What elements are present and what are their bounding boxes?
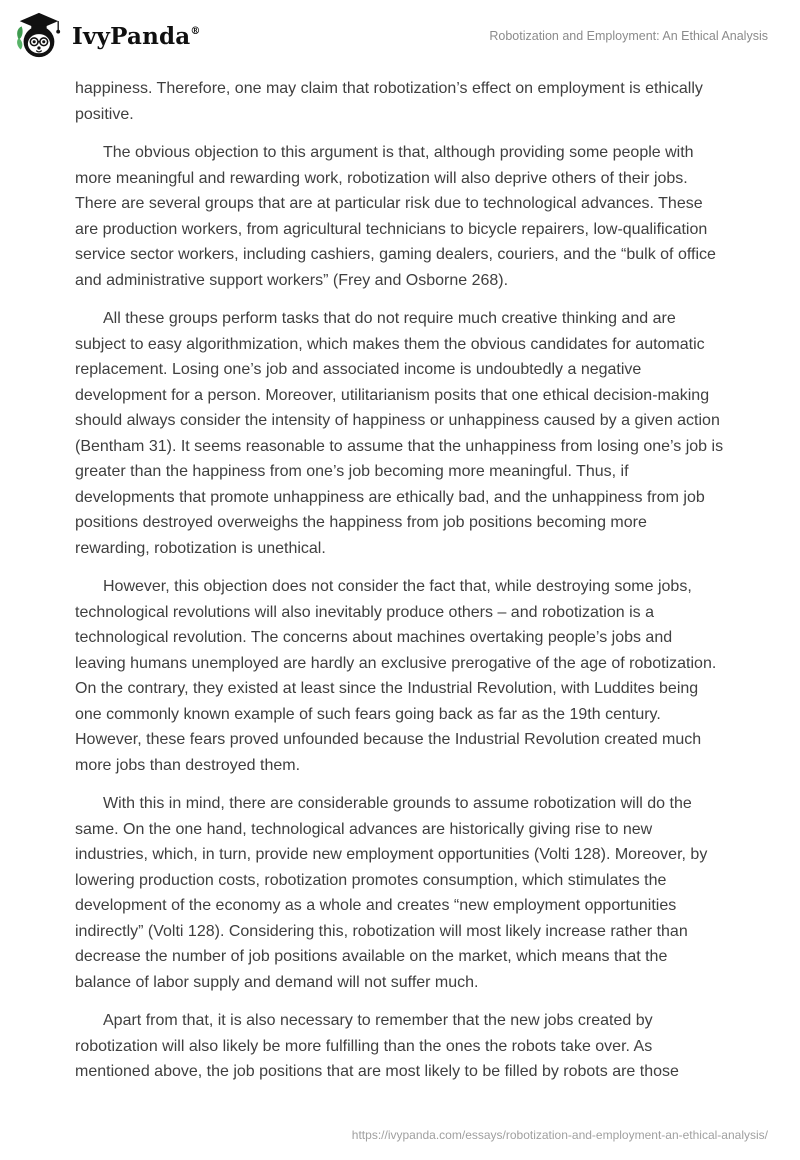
registered-trademark: ®	[190, 25, 201, 37]
essay-paragraph: Apart from that, it is also necessary to remember that the new jobs created by robotization will also likely be more fulfilling than the ones the robots take over. As mentioned above, the job positions that are most likely to be filled by robots are those	[75, 1012, 679, 1080]
document-title: Robotization and Employment: An Ethical Analysis	[489, 28, 768, 43]
page-header	[0, 0, 800, 62]
ivypanda-brand[interactable]	[14, 11, 201, 61]
essay-body	[0, 62, 800, 1085]
essay-paragraph: The obvious objection to this argument is that, although providing some people with more meaningful and rewarding work, robotization will also deprive others of their jobs. There are several groups that are at particular risk due to technological advances. These are production workers, from agricultural technicians to bicycle repairers, low-qualification service sector workers, including cashiers, gaming dealers, couriers, and the “bulk of office and administrative support workers” (Frey and Osborne 268).	[75, 144, 716, 289]
essay-paragraph: All these groups perform tasks that do not require much creative thinking and are subject to easy algorithmization, which makes them the obvious candidates for automatic replacement. Losing one’s job and associated income is undoubtedly a negative development for a person. Moreover, utilitarianism posits that one ethical decision-making should always consider the intensity of happiness or unhappiness caused by a given action (Bentham 31). It seems reasonable to assume that the unhappiness from losing one’s job is greater than the happiness from one’s job becoming more meaningful. Thus, if developments that promote unhappiness are ethically bad, and the unhappiness from job positions destroyed overweighs the happiness from job positions becoming more rewarding, robotization is unethical.	[75, 310, 724, 557]
essay-paragraph: With this in mind, there are considerable grounds to assume robotization will do the same. On the one hand, technological advances are historically giving rise to new industries, which, in turn, provide new employment opportunities (Volti 128). Moreover, by lowering production costs, robotization promotes consumption, which stimulates the development of the economy as a whole and creates “new employment opportunities indirectly” (Volti 128). Considering this, robotization will most likely increase rather than decrease the number of job positions available on the market, which means that the balance of labor supply and demand will not suffer much.	[75, 795, 708, 991]
brand-name: IvyPanda®	[72, 22, 201, 50]
essay-paragraph: However, this objection does not consider the fact that, while destroying some jobs, technological revolutions will also inevitably produce others – and robotization is a technological revolution. The concerns about machines overtaking people’s jobs and leaving humans unemployed are hardly an exclusive prerogative of the age of robotization. On the contrary, they existed at least since the Industrial Revolution, with Luddites being one commonly known example of such fears going back as far as the 19th century. However, these fears proved unfounded because the Industrial Revolution created much more jobs than destroyed them.	[75, 578, 717, 774]
essay-paragraph: happiness. Therefore, one may claim that robotization’s effect on employment is ethically positive.	[75, 80, 703, 123]
page-footer	[352, 1126, 768, 1144]
ivypanda-logo[interactable]	[14, 11, 62, 61]
source-url-link[interactable]: https://ivypanda.com/essays/robotization-and-employment-an-ethical-analysis/	[351, 1128, 768, 1142]
ivypanda-panda-graduate-icon	[14, 11, 62, 61]
